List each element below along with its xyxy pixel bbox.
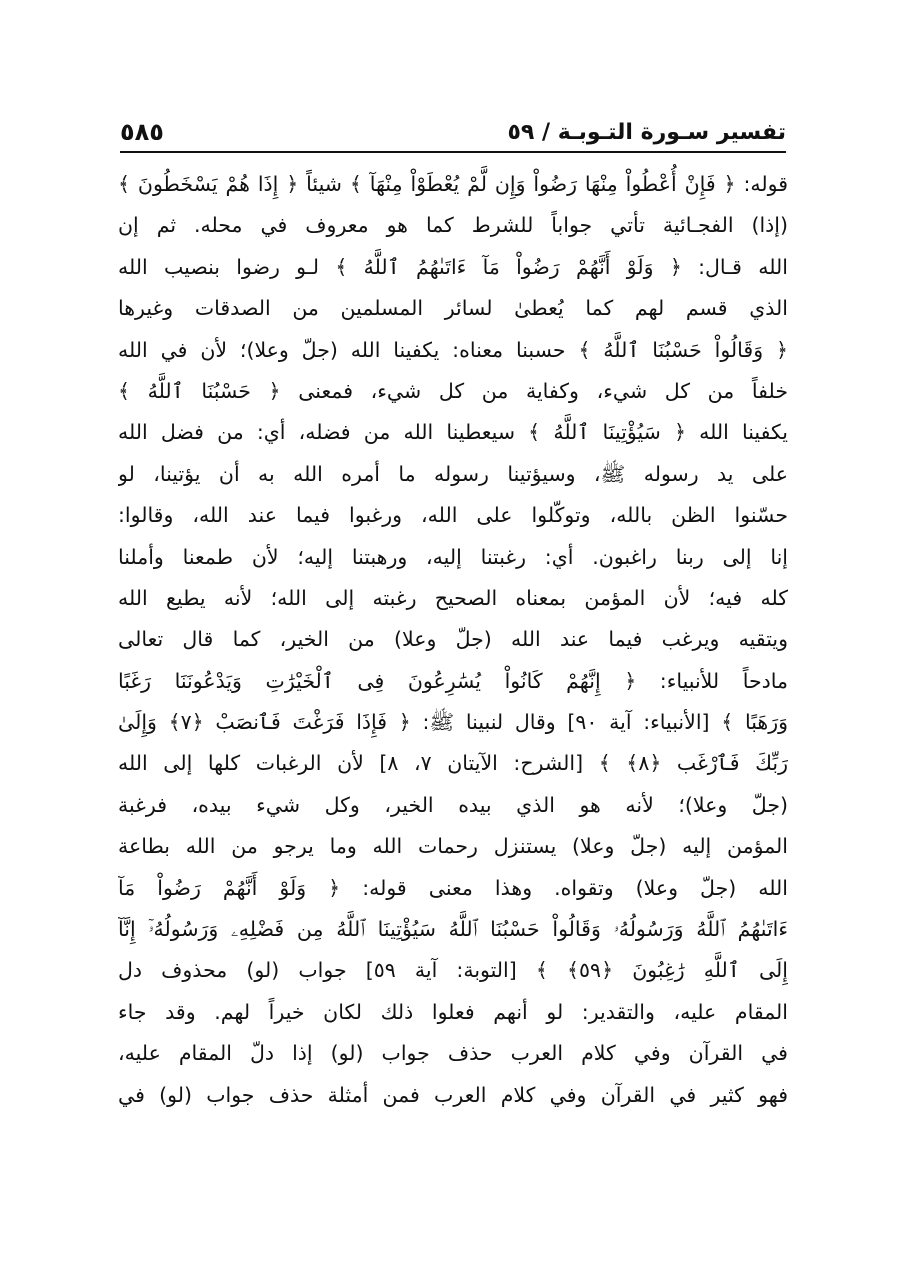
text-line: وَرَهَبًا ﴾ [الأنبياء: آية ٩٠] وقال لنبينا ﷺ: ﴿ فَإِذَا فَرَغْتَ فَٱنصَبْ ﴿٧﴾ وَإِلَىٰ xyxy=(118,710,788,735)
text-line: في القرآن وفي كلام العرب حذف جواب (لو) إذا دلّ المقام عليه، xyxy=(118,1041,788,1066)
running-head xyxy=(120,112,786,152)
text-line: المقام عليه، والتقدير: لو أنهم فعلوا ذلك لكان خيراً لهم. وقد جاء xyxy=(118,999,788,1024)
text-line: ﴿ وَقَالُواْ حَسْبُنَا ٱللَّهُ ﴾ حسبنا معناه: يكفينا الله (جلّ وعلا)؛ لأن في الله xyxy=(118,337,788,362)
text-line: ويتقيه ويرغب فيما عند الله (جلّ وعلا) من الخير، كما قال تعالى xyxy=(118,627,788,652)
text-line: حسّنوا الظن بالله، وتوكّلوا على الله، ورغبوا فيما عند الله، وقالوا: xyxy=(118,503,788,528)
text-line: ءَاتَىٰهُمُ ٱللَّهُ وَرَسُولُهُۥ وَقَالُواْ حَسْبُنَا ٱللَّهُ سَيُؤْتِينَا ٱللَّهُ مِن فَضْلِهِۦ وَرَسُولُهُۥٓ إِنَّآ xyxy=(118,917,788,942)
page-number: ٥٨٥ xyxy=(120,118,164,146)
text-line: إنا إلى ربنا راغبون. أي: رغبتنا إليه، ورهبتنا إليه؛ لأن طمعنا وأملنا xyxy=(118,544,788,569)
text-line: الله قـال: ﴿ وَلَوْ أَنَّهُمْ رَضُواْ مَآ ءَاتَىٰهُمُ ٱللَّهُ ﴾ لـو رضوا بنصيب الله xyxy=(118,254,788,279)
text-line: الله (جلّ وعلا) وتقواه. وهذا معنى قوله: ﴿ وَلَوْ أَنَّهُمْ رَضُواْ مَآ xyxy=(118,875,788,900)
text-line: مادحاً للأنبياء: ﴿ إِنَّهُمْ كَانُواْ يُسَٰرِعُونَ فِى ٱلْخَيْرَٰتِ وَيَدْعُونَنَا رَغَبًا xyxy=(118,668,788,693)
text-line: قوله: ﴿ فَإِنْ أُعْطُواْ مِنْهَا رَضُواْ وَإِن لَّمْ يُعْطَوْاْ مِنْهَآ ﴾ شيئاً ﴿ إِذَا هُمْ يَسْخَطُونَ ﴾ xyxy=(118,172,788,196)
text-line: كله فيه؛ لأن المؤمن بمعناه الصحيح رغبته إلى الله؛ لأنه يطيع الله xyxy=(118,585,788,610)
text-line: إِلَى ٱللَّهِ رَٰغِبُونَ ﴿٥٩﴾ ﴾ [التوبة: آية ٥٩] جواب (لو) محذوف دل xyxy=(118,958,788,983)
text-line: (جلّ وعلا)؛ لأنه هو الذي بيده الخير، وكل شيء بيده، فرغبة xyxy=(118,792,788,817)
text-line: رَبِّكَ فَٱرْغَب ﴿٨﴾ ﴾ [الشرح: الآيتان ٧، ٨] لأن الرغبات كلها إلى الله xyxy=(118,751,788,776)
running-title: تفسير سـورة التـوبـة / ٥٩ xyxy=(507,119,786,145)
text-line: (إذا) الفجـائية تأتي جواباً للشرط كما هو معروف في محله. ثم إن xyxy=(118,213,788,238)
text-line: يكفينا الله ﴿ سَيُؤْتِينَا ٱللَّهُ ﴾ سيعطينا الله من فضله، أي: من فضل الله xyxy=(118,420,788,445)
header-rule xyxy=(120,151,786,153)
text-line: خلفاً من كل شيء، وكفاية من كل شيء، فمعنى ﴿ حَسْبُنَا ٱللَّهُ ﴾ xyxy=(118,378,788,403)
text-line: على يد رسوله ﷺ، وسيؤتينا رسوله ما أمره الله به أن يؤتينا، لو xyxy=(118,461,788,486)
text-line: المؤمن إليه (جلّ وعلا) يستنزل رحمات الله وما يرجو من الله بطاعة xyxy=(118,834,788,859)
text-line: الذي قسم لهم كما يُعطىٰ لسائر المسلمين من الصدقات وغيرها xyxy=(118,296,788,321)
text-line: فهو كثير في القرآن وفي كلام العرب فمن أمثلة حذف جواب (لو) في xyxy=(118,1082,788,1107)
body-text xyxy=(118,164,788,1116)
